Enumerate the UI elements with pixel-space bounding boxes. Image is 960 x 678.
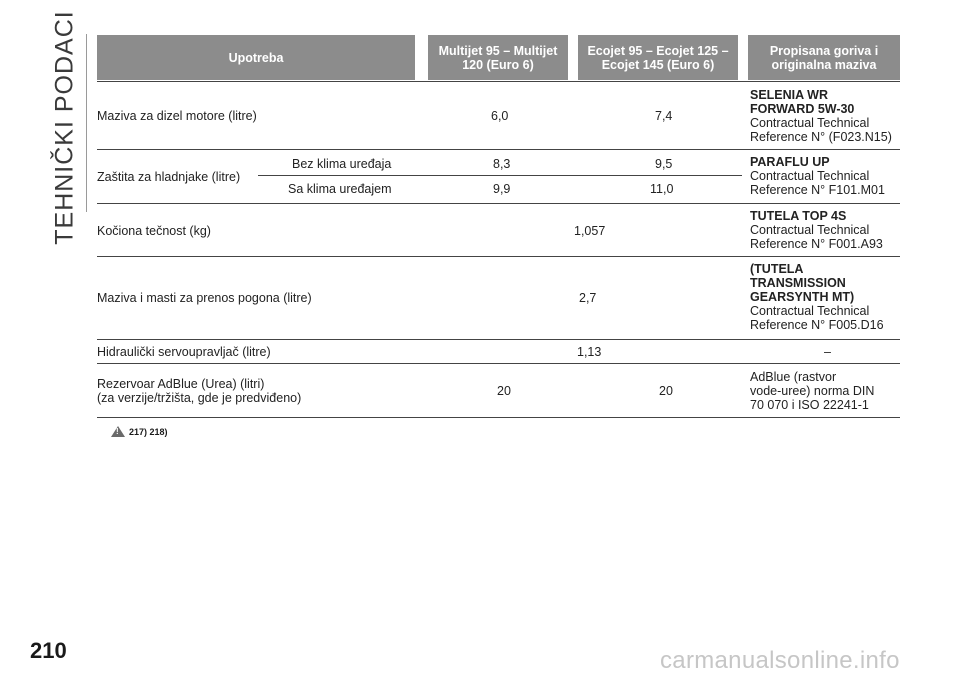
reference-line: Reference N° F001.A93 bbox=[750, 237, 883, 251]
row-coolant-sub2-multijet: 9,9 bbox=[493, 182, 511, 196]
header-fuels-line2: originalna maziva bbox=[771, 57, 877, 72]
label-line: (za verzije/tržišta, gde je predviđeno) bbox=[97, 391, 302, 405]
row-adblue-spec bbox=[750, 370, 874, 412]
product-line: TUTELA TOP 4S bbox=[750, 209, 847, 223]
row-engine-oil-label: Maziva za dizel motore (litre) bbox=[97, 109, 257, 123]
section-title bbox=[50, 9, 79, 245]
reference-line: Reference N° (F023.N15) bbox=[750, 130, 892, 144]
row-brake-value: 1,057 bbox=[574, 224, 606, 238]
product-line: (TUTELA bbox=[750, 262, 804, 276]
header-multijet-line2: 120 (Euro 6) bbox=[462, 57, 534, 72]
reference-line: Contractual Technical bbox=[750, 169, 870, 183]
reference-line: Reference N° F005.D16 bbox=[750, 318, 884, 332]
product-line: FORWARD 5W-30 bbox=[750, 102, 855, 116]
reference-line: Contractual Technical bbox=[750, 116, 870, 130]
header-multijet-line1: Multijet 95 – Multijet bbox=[438, 43, 558, 58]
footnote bbox=[111, 426, 168, 437]
header-multijet bbox=[428, 35, 568, 80]
row-adblue-label bbox=[97, 377, 301, 405]
row-coolant-sub1: Bez klima uređaja bbox=[292, 157, 392, 171]
row-coolant-sub2: Sa klima uređajem bbox=[288, 182, 392, 196]
row-transmission-product bbox=[750, 262, 884, 332]
reference-line: Contractual Technical bbox=[750, 223, 870, 237]
product-line: PARAFLU UP bbox=[750, 155, 830, 169]
row-coolant-label: Zaštita za hladnjake (litre) bbox=[97, 170, 241, 184]
row-rule bbox=[97, 256, 900, 257]
row-transmission-value: 2,7 bbox=[579, 291, 597, 305]
header-use-text: Upotreba bbox=[228, 50, 284, 65]
side-divider bbox=[86, 34, 87, 212]
row-rule bbox=[97, 203, 900, 204]
page-number: 210 bbox=[30, 638, 67, 663]
header-rule bbox=[97, 81, 900, 82]
row-brake-label: Kočiona tečnost (kg) bbox=[97, 224, 211, 238]
spec-line: 70 070 i ISO 22241-1 bbox=[750, 398, 869, 412]
footnote-refs: 217) 218) bbox=[129, 426, 168, 437]
header-ecojet bbox=[578, 35, 738, 80]
product-line: GEARSYNTH MT) bbox=[750, 290, 855, 304]
row-steering-label: Hidraulički servoupravljač (litre) bbox=[97, 345, 271, 359]
row-adblue-ecojet: 20 bbox=[659, 384, 673, 398]
row-engine-oil-product bbox=[750, 88, 892, 144]
row-transmission-label: Maziva i masti za prenos pogona (litre) bbox=[97, 291, 312, 305]
row-rule bbox=[97, 339, 900, 340]
row-rule bbox=[97, 363, 900, 364]
header-use bbox=[97, 35, 415, 80]
reference-line: Contractual Technical bbox=[750, 304, 870, 318]
warning-icon bbox=[111, 426, 125, 437]
reference-line: Reference N° F101.M01 bbox=[750, 183, 885, 197]
row-steering-product: – bbox=[824, 345, 831, 359]
row-engine-oil-ecojet: 7,4 bbox=[655, 109, 673, 123]
header-fuels bbox=[748, 35, 900, 80]
product-line: TRANSMISSION bbox=[750, 276, 846, 290]
section-title-text: TEHNIČKI PODACI bbox=[50, 9, 79, 245]
row-adblue-multijet: 20 bbox=[497, 384, 511, 398]
label-line: Rezervoar AdBlue (Urea) (litri) bbox=[97, 377, 265, 391]
spec-line: vode-uree) norma DIN bbox=[750, 384, 875, 398]
header-ecojet-line1: Ecojet 95 – Ecojet 125 – bbox=[587, 43, 729, 58]
header-ecojet-line2: Ecojet 145 (Euro 6) bbox=[601, 57, 715, 72]
row-engine-oil-multijet: 6,0 bbox=[491, 109, 509, 123]
row-rule bbox=[97, 417, 900, 418]
subrow-rule bbox=[258, 175, 742, 176]
row-coolant-sub1-ecojet: 9,5 bbox=[655, 157, 673, 171]
row-rule bbox=[97, 149, 900, 150]
product-line: SELENIA WR bbox=[750, 88, 829, 102]
row-steering-value: 1,13 bbox=[577, 345, 602, 359]
spec-line: AdBlue (rastvor bbox=[750, 370, 837, 384]
row-brake-product bbox=[750, 209, 883, 251]
row-coolant-sub2-ecojet: 11,0 bbox=[650, 182, 674, 196]
row-coolant-product bbox=[750, 155, 885, 197]
watermark: carmanualsonline.info bbox=[660, 647, 900, 674]
header-fuels-line1: Propisana goriva i bbox=[769, 43, 879, 58]
row-coolant-sub1-multijet: 8,3 bbox=[493, 157, 511, 171]
